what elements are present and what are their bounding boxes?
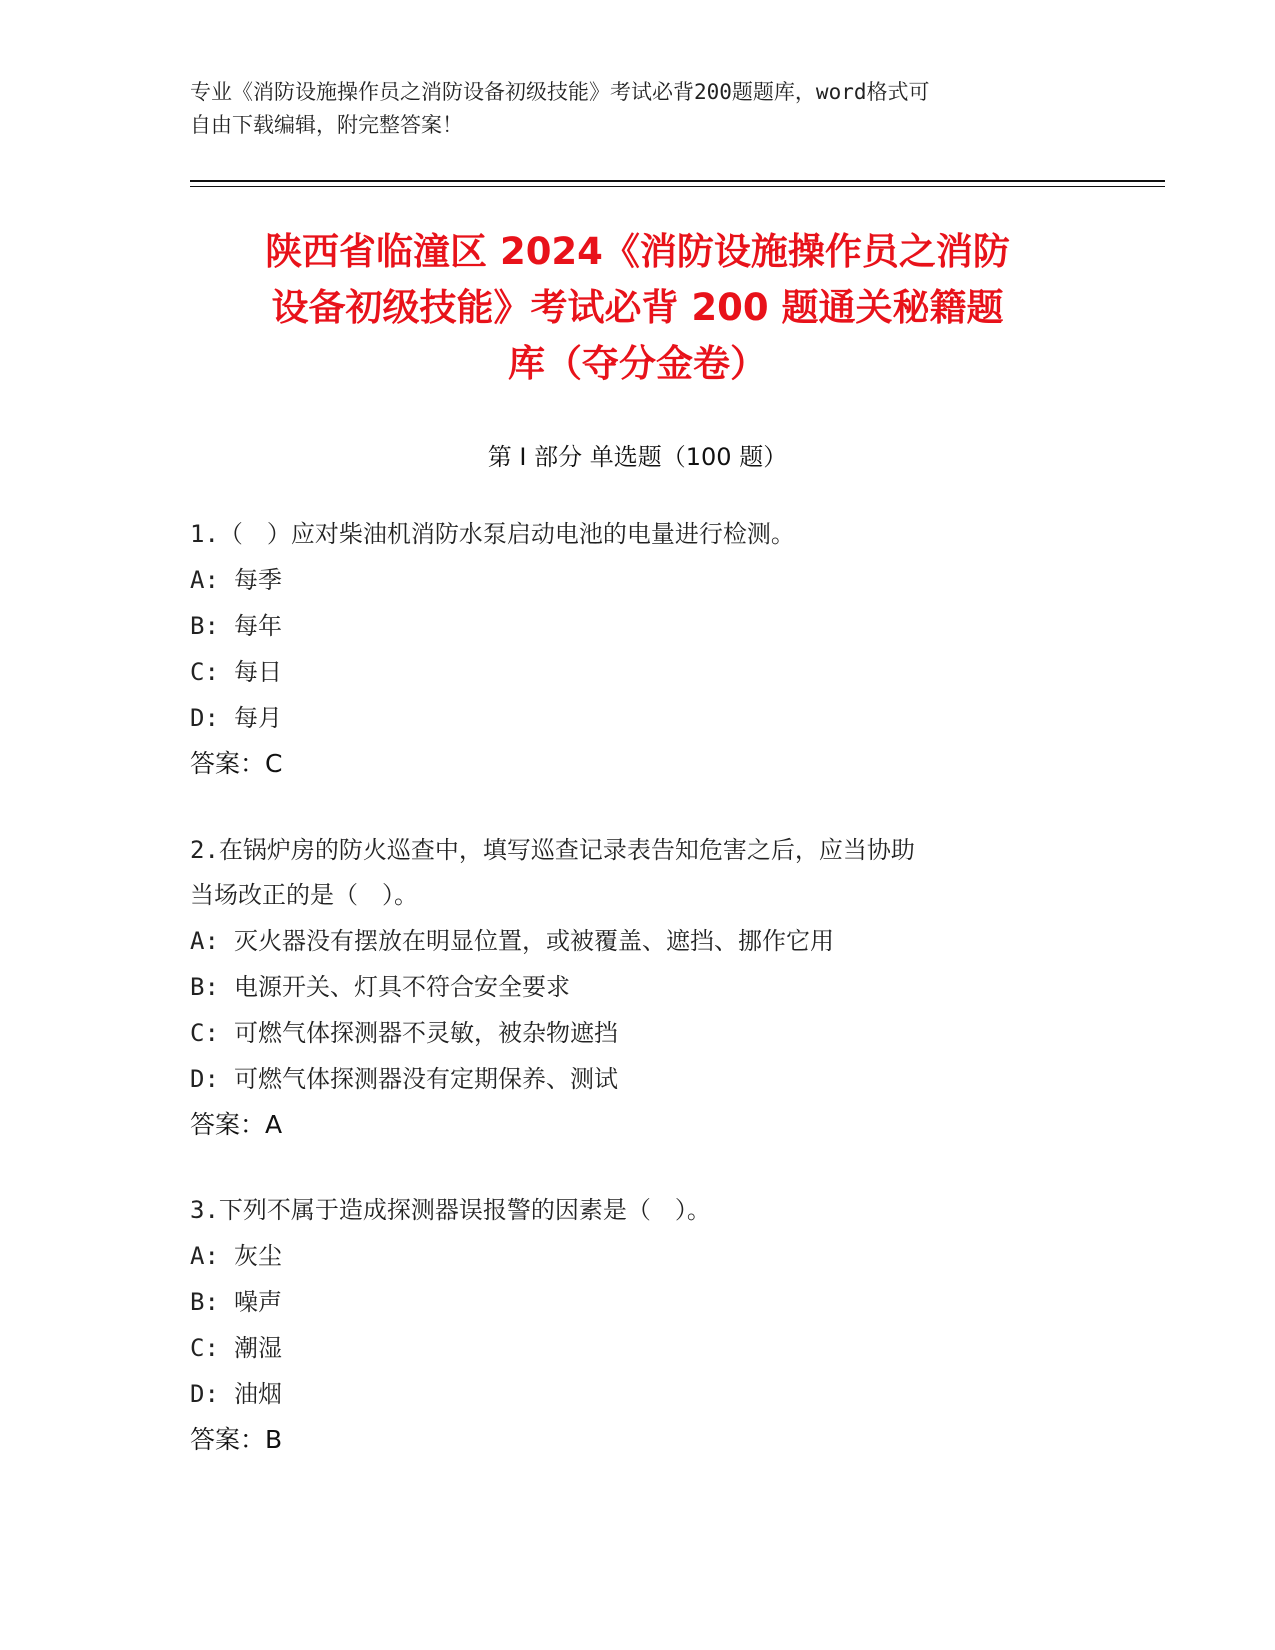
option-key: C:	[190, 658, 219, 686]
question-2	[190, 828, 1090, 1148]
option-c	[190, 649, 1090, 695]
question-stem-line-1: 2.在锅炉房的防火巡查中，填写巡查记录表告知危害之后，应当协助	[190, 836, 915, 864]
header-note	[190, 76, 1090, 142]
answer: 答案：C	[190, 749, 283, 778]
answer: 答案：B	[190, 1425, 283, 1454]
option-key: A:	[190, 566, 219, 594]
option-c	[190, 1010, 1090, 1056]
option-c	[190, 1325, 1090, 1371]
option-d	[190, 695, 1090, 741]
option-key: A:	[190, 1242, 219, 1270]
option-b	[190, 964, 1090, 1010]
document-title-line-1: 陕西省临潼区 2024《消防设施操作员之消防	[265, 230, 1010, 273]
option-text: 每日	[234, 658, 282, 686]
option-text: 油烟	[234, 1380, 282, 1408]
option-text: 潮湿	[234, 1334, 282, 1362]
option-text: 可燃气体探测器没有定期保养、测试	[234, 1065, 618, 1093]
option-text: 灰尘	[234, 1242, 282, 1270]
option-d	[190, 1056, 1090, 1102]
option-text: 每年	[234, 612, 282, 640]
answer: 答案：A	[190, 1110, 283, 1139]
document-title-line-3: 库（夺分金卷）	[508, 342, 767, 385]
option-key: C:	[190, 1334, 219, 1362]
header-note-line-2: 自由下载编辑，附完整答案！	[190, 113, 463, 137]
option-key: B:	[190, 612, 219, 640]
header-rule-thick	[190, 180, 1165, 182]
question-stem: 3.下列不属于造成探测器误报警的因素是（ ）。	[190, 1196, 711, 1224]
option-text: 每月	[234, 704, 282, 732]
option-key: B:	[190, 1288, 219, 1316]
document-title-line-2: 设备初级技能》考试必背 200 题通关秘籍题	[271, 286, 1004, 329]
option-text: 每季	[234, 566, 282, 594]
option-key: B:	[190, 973, 219, 1001]
option-b	[190, 603, 1090, 649]
question-stem-line-2: 当场改正的是（ ）。	[190, 881, 418, 909]
question-3	[190, 1188, 1090, 1463]
question-stem: 1.（ ）应对柴油机消防水泵启动电池的电量进行检测。	[190, 520, 795, 548]
option-text: 可燃气体探测器不灵敏，被杂物遮挡	[234, 1019, 618, 1047]
option-a	[190, 557, 1090, 603]
option-d	[190, 1371, 1090, 1417]
document-title	[180, 224, 1095, 392]
option-key: D:	[190, 704, 219, 732]
option-a	[190, 1233, 1090, 1279]
option-b	[190, 1279, 1090, 1325]
option-key: C:	[190, 1019, 219, 1047]
option-text: 灭火器没有摆放在明显位置，或被覆盖、遮挡、挪作它用	[234, 927, 834, 955]
option-key: D:	[190, 1065, 219, 1093]
header-rule-thin	[190, 186, 1165, 187]
option-text: 噪声	[234, 1288, 282, 1316]
option-key: D:	[190, 1380, 219, 1408]
header-note-line-1: 专业《消防设施操作员之消防设备初级技能》考试必背200题题库，word格式可	[190, 80, 930, 104]
section-title: 第 I 部分 单选题（100 题）	[487, 443, 788, 471]
question-1	[190, 512, 1090, 787]
option-text: 电源开关、灯具不符合安全要求	[234, 973, 570, 1001]
option-a	[190, 918, 1090, 964]
option-key: A:	[190, 927, 219, 955]
